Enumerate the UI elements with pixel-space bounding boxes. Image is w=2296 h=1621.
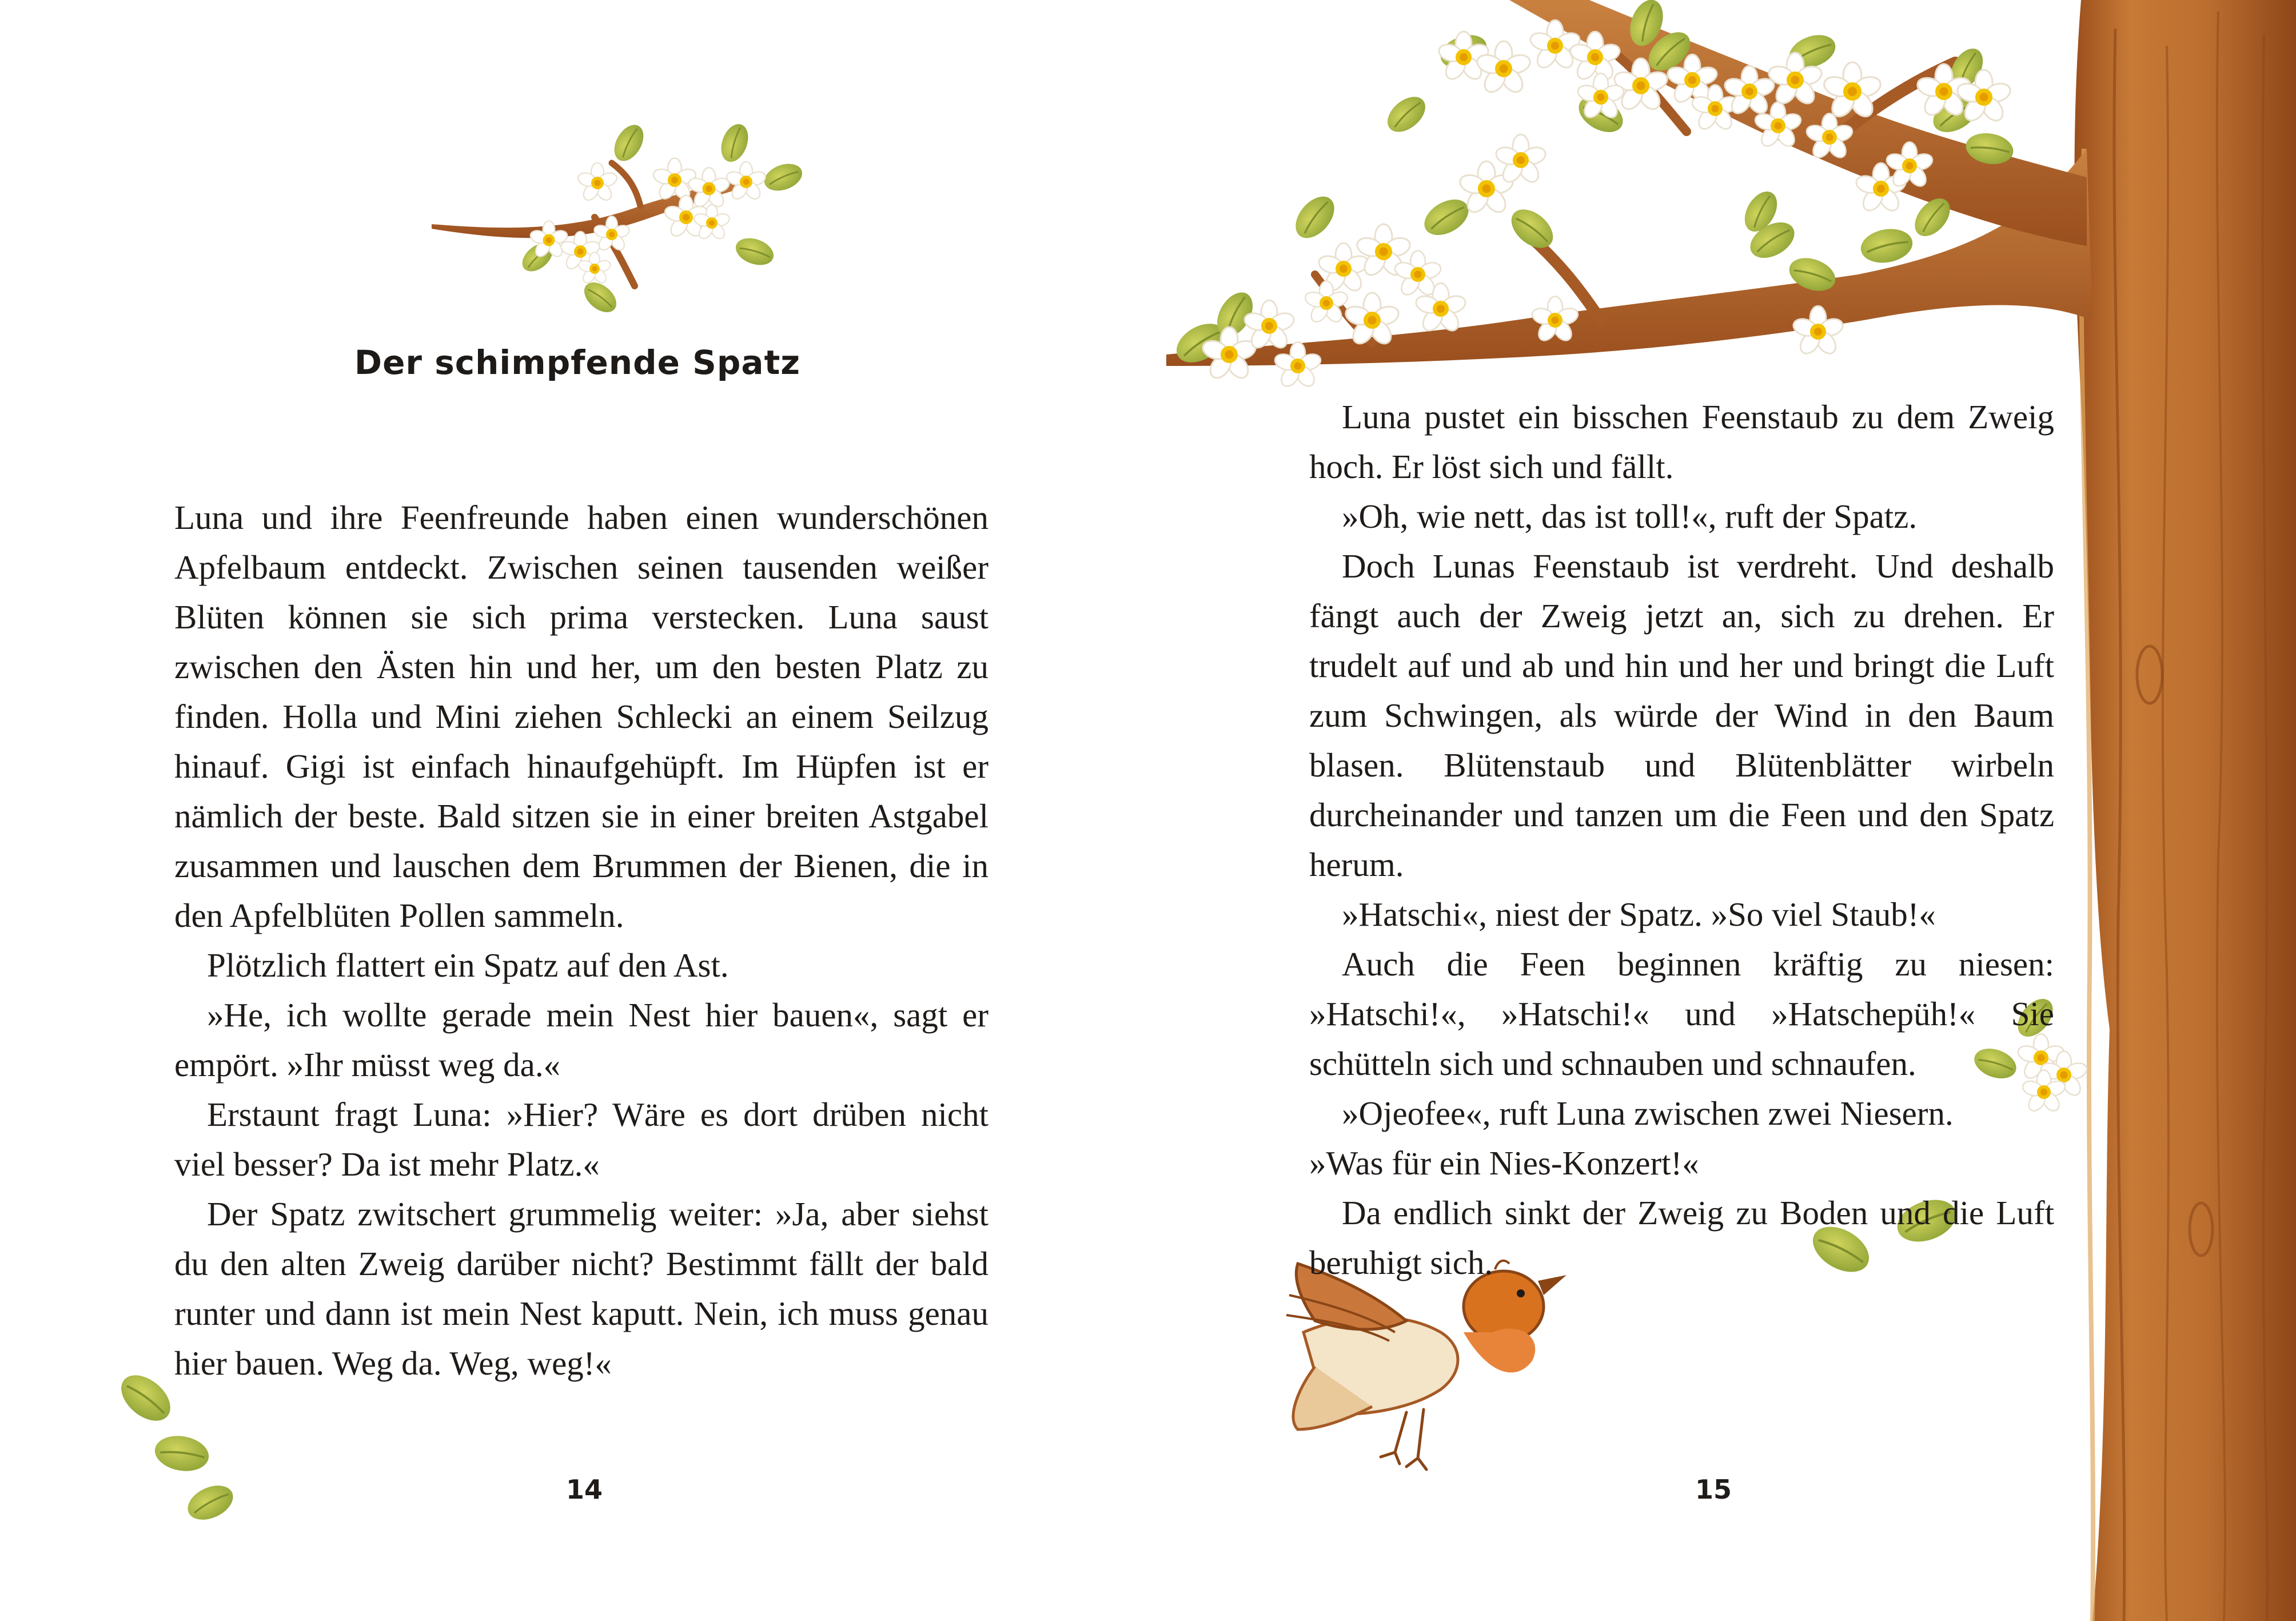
page-number-left: 14 <box>566 1474 603 1505</box>
paragraph: Erstaunt fragt Luna: »Hier? Wäre es dort drüben nicht viel besser? Da ist mehr Platz.« <box>174 1096 988 1183</box>
blossom-sprig-illustration <box>432 120 806 318</box>
right-page-body <box>1309 392 2054 1288</box>
left-page-body <box>174 493 988 1388</box>
paragraph: Plötzlich flattert ein Spatz auf den Ast. <box>207 946 729 984</box>
tree-trunk-illustration <box>2074 0 2296 1621</box>
chapter-title: Der schimpfende Spatz <box>354 343 801 382</box>
paragraph: »He, ich wollte gerade mein Nest hier bauen«, sagt er empört. »Ihr müsst weg da.« <box>174 996 988 1084</box>
paragraph: »Ojeofee«, ruft Luna zwischen zwei Niesern. <box>1342 1094 1954 1132</box>
paragraph: »Hatschi«, niest der Spatz. »So viel Staub!« <box>1342 895 1936 933</box>
paragraph: Luna und ihre Feenfreunde haben einen wunderschönen Apfelbaum entdeckt. Zwischen seinen tausenden weißer Blüten können sie sich prima verstecken. Luna saust zwischen den Ästen hin und her, um den besten Platz zu finden. Holla und Mini ziehen Schlecki an einem Seilzug hinauf. Gigi ist einfach hinaufgehüpft. Im Hüpfen ist er nämlich der beste. Bald sitzen sie in einer breiten Astgabel zusammen und lauschen dem Brummen der Bienen, die in den Apfelblüten Pollen sammeln. <box>174 499 988 934</box>
paragraph: Luna pustet ein bisschen Feenstaub zu dem Zweig hoch. Er löst sich und fällt. <box>1309 398 2054 485</box>
sparrow-illustration <box>1286 1261 1566 1469</box>
paragraph: Da endlich sinkt der Zweig zu Boden und die Luft beruhigt sich. <box>1309 1194 2054 1281</box>
paragraph: »Oh, wie nett, das ist toll!«, ruft der Spatz. <box>1342 497 1918 535</box>
paragraph: Doch Lunas Feenstaub ist verdreht. Und deshalb fängt auch der Zweig jetzt an, sich zu drehen. Er trudelt auf und ab und hin und her und bringt die Luft zum Schwingen, als würde der Wind in den Baum blasen. Blütenstaub und Blütenblätter wirbeln durcheinander und tanzen um die Feen und den Spatz herum. <box>1309 547 2054 883</box>
paragraph: »Was für ein Nies-Konzert!« <box>1309 1144 1699 1182</box>
paragraph: Der Spatz zwitschert grummelig weiter: »Ja, aber siehst du den alten Zweig darüber nicht? Bestimmt fällt der bald runter und dann ist mein Nest kaputt. Nein, ich muss genau hier bauen. Weg da. Weg, weg!« <box>174 1195 988 1382</box>
falling-leaves-left <box>113 1366 238 1526</box>
page-number-right: 15 <box>1695 1474 1732 1505</box>
paragraph: Auch die Feen beginnen kräftig zu niesen: »Hatschi!«, »Hatschi!« und »Hatschepüh!« Sie schütteln sich und schnauben und schnaufen. <box>1309 945 2054 1082</box>
tree-branch-illustration <box>1166 0 2092 389</box>
